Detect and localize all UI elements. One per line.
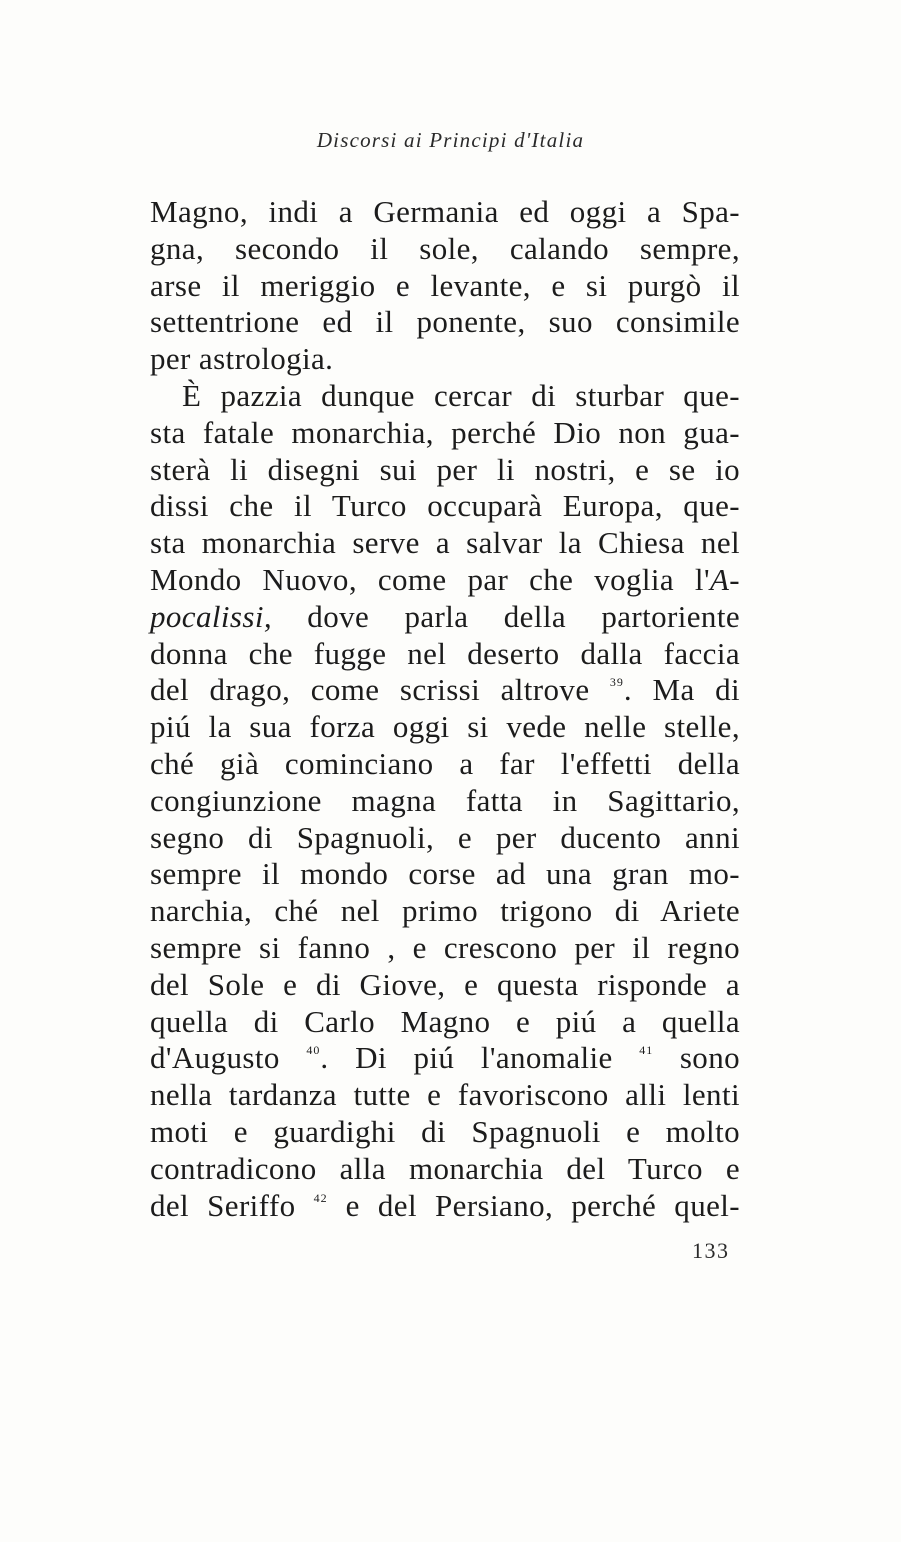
text-line (150, 378, 740, 415)
text-line (150, 599, 740, 636)
text-segment: sta fatale monarchia, perché Dio non gua- (150, 414, 740, 450)
text-line (150, 341, 740, 378)
text-line (150, 1004, 740, 1041)
text-segment: gna, secondo il sole, calando sempre, (150, 230, 740, 266)
text-segment: contradicono alla monarchia del Turco e (150, 1150, 740, 1186)
text-segment: del Seriffo (150, 1187, 314, 1223)
text-segment: pocalissi, (150, 598, 272, 634)
text-line (150, 930, 740, 967)
text-segment: per astrologia. (150, 341, 334, 377)
text-line (150, 746, 740, 783)
text-segment: segno di Spagnuoli, e per ducento anni (150, 819, 740, 855)
body-text (150, 194, 740, 1224)
text-segment: sempre il mondo corse ad una gran mo- (150, 856, 740, 892)
text-segment: moti e guardighi di Spagnuoli e molto (150, 1113, 740, 1149)
text-line (150, 893, 740, 930)
footnote-marker: 40 (306, 1043, 321, 1058)
text-line (150, 415, 740, 452)
text-line (150, 709, 740, 746)
text-line (150, 783, 740, 820)
text-segment: dove parla della partoriente (271, 598, 740, 634)
running-head: Discorsi ai Principi d'Italia (316, 128, 585, 152)
text-line (150, 636, 740, 673)
text-segment: quella di Carlo Magno e piú a quella (150, 1003, 740, 1039)
text-line (150, 488, 740, 525)
text-segment: ché già cominciano a far l'effetti della (150, 745, 740, 781)
text-line (150, 304, 740, 341)
text-segment: Magno, indi a Germania ed oggi a Spa- (150, 194, 740, 229)
text-segment: e del Persiano, perché quel- (327, 1187, 740, 1223)
text-segment: donna che fugge nel deserto dalla faccia (150, 635, 740, 671)
text-line (150, 672, 740, 709)
text-segment: sterà li disegni sui per li nostri, e se io (150, 451, 740, 487)
footnote-marker: 41 (639, 1043, 654, 1058)
text-line (150, 452, 740, 489)
text-line (150, 194, 740, 231)
text-segment: Mondo Nuovo, come par che voglia l' (150, 561, 710, 597)
text-segment: dissi che il Turco occuparà Europa, que- (150, 488, 740, 524)
text-segment: nella tardanza tutte e favoriscono alli lenti (150, 1077, 740, 1113)
text-line (150, 1077, 740, 1114)
text-segment: settentrione ed il ponente, suo consimile (150, 304, 740, 340)
text-line (150, 1114, 740, 1151)
text-segment: arse il meriggio e levante, e si purgò il (150, 267, 740, 303)
footnote-marker: 39 (609, 675, 624, 690)
text-line (150, 856, 740, 893)
text-segment: A- (709, 561, 740, 597)
text-segment: sono (653, 1040, 740, 1076)
text-segment: . Di piú l'anomalie (320, 1040, 640, 1076)
text-line (150, 562, 740, 599)
text-segment: del drago, come scrissi altrove (150, 672, 610, 708)
text-segment: piú la sua forza oggi si vede nelle stelle, (150, 709, 740, 745)
text-segment: d'Augusto (150, 1040, 307, 1076)
text-segment: . Ma di (623, 672, 740, 708)
text-line (150, 820, 740, 857)
text-segment: narchia, ché nel primo trigono di Ariete (150, 893, 740, 929)
text-line (150, 1188, 740, 1225)
text-line (150, 967, 740, 1004)
text-line (150, 1040, 740, 1077)
text-segment: sempre si fanno , e crescono per il regno (150, 929, 740, 965)
text-segment: sta monarchia serve a salvar la Chiesa nel (150, 525, 740, 561)
page-number: 133 (692, 1238, 730, 1263)
text-line (150, 1151, 740, 1188)
text-segment: È pazzia dunque cercar di sturbar que- (182, 377, 740, 413)
text-line (150, 268, 740, 305)
text-line (150, 231, 740, 268)
footnote-marker: 42 (313, 1190, 328, 1205)
text-segment: congiunzione magna fatta in Sagittario, (150, 782, 740, 818)
text-segment: del Sole e di Giove, e questa risponde a (150, 966, 740, 1002)
text-line (150, 525, 740, 562)
